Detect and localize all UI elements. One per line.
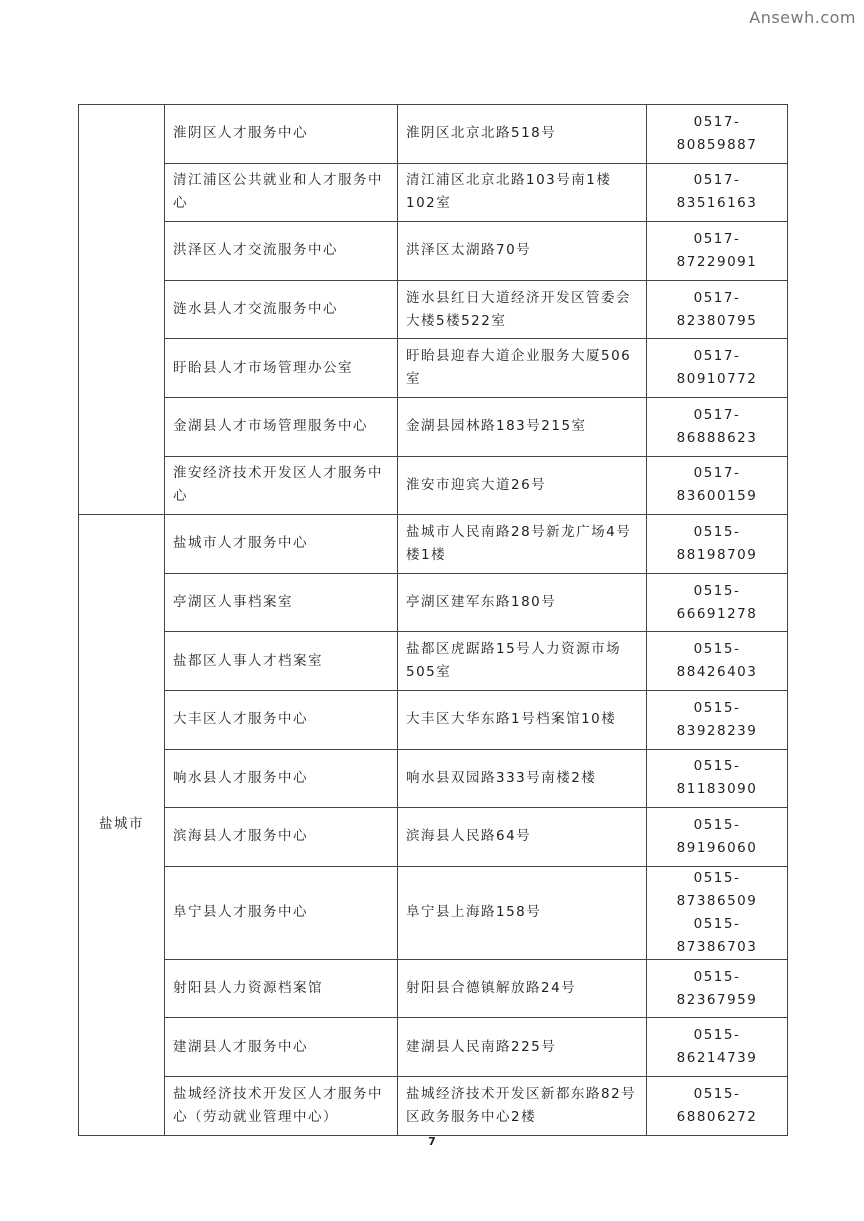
organization-cell: 盱眙县人才市场管理办公室 [165, 339, 398, 398]
organization-cell: 淮阴区人才服务中心 [165, 105, 398, 164]
region-cell: 盐城市 [79, 515, 165, 1135]
phone-cell [647, 690, 788, 749]
phone-number: 0515-81183090 [676, 758, 758, 798]
address-cell: 大丰区大华东路1号档案馆10楼 [398, 690, 647, 749]
table-row [79, 749, 788, 808]
address-cell: 盐城经济技术开发区新都东路82号区政务服务中心2楼 [398, 1076, 647, 1135]
phone-number: 0517-80859887 [676, 113, 758, 153]
phone-cell [647, 163, 788, 222]
phone-number: 0515-87386703 [676, 915, 758, 955]
organization-cell: 亭湖区人事档案室 [165, 573, 398, 632]
phone-cell [647, 632, 788, 691]
organization-cell: 盐城市人才服务中心 [165, 515, 398, 574]
organization-cell: 大丰区人才服务中心 [165, 690, 398, 749]
table-row [79, 573, 788, 632]
phone-cell [647, 1018, 788, 1077]
table-row [79, 222, 788, 281]
address-cell: 盐都区虎踞路15号人力资源市场505室 [398, 632, 647, 691]
phone-cell [647, 222, 788, 281]
organization-cell: 建湖县人才服务中心 [165, 1018, 398, 1077]
table-row [79, 105, 788, 164]
organization-cell: 金湖县人才市场管理服务中心 [165, 397, 398, 456]
phone-number: 0515-88426403 [676, 641, 758, 681]
address-cell: 清江浦区北京北路103号南1楼102室 [398, 163, 647, 222]
address-cell: 金湖县园林路183号215室 [398, 397, 647, 456]
phone-cell [647, 280, 788, 339]
address-cell: 涟水县红日大道经济开发区管委会大楼5楼522室 [398, 280, 647, 339]
phone-cell [647, 515, 788, 574]
table-row [79, 163, 788, 222]
address-cell: 亭湖区建军东路180号 [398, 573, 647, 632]
organization-cell: 清江浦区公共就业和人才服务中心 [165, 163, 398, 222]
phone-number: 0515-89196060 [676, 816, 758, 856]
phone-cell [647, 749, 788, 808]
phone-number: 0517-80910772 [676, 348, 758, 388]
organization-cell: 盐城经济技术开发区人才服务中心（劳动就业管理中心） [165, 1076, 398, 1135]
table-row [79, 339, 788, 398]
phone-number: 0515-87386509 [676, 869, 758, 909]
address-cell: 滨海县人民路64号 [398, 808, 647, 867]
table-row [79, 690, 788, 749]
organization-cell: 射阳县人力资源档案馆 [165, 959, 398, 1018]
phone-number: 0515-68806272 [676, 1085, 758, 1125]
table-row [79, 808, 788, 867]
table-body [79, 105, 788, 1136]
organization-cell: 涟水县人才交流服务中心 [165, 280, 398, 339]
phone-cell [647, 105, 788, 164]
address-cell: 射阳县合德镇解放路24号 [398, 959, 647, 1018]
address-cell: 洪泽区太湖路70号 [398, 222, 647, 281]
table-row [79, 632, 788, 691]
phone-number: 0517-87229091 [676, 230, 758, 270]
organization-cell: 滨海县人才服务中心 [165, 808, 398, 867]
phone-number: 0517-83516163 [676, 172, 758, 212]
organization-cell: 盐都区人事人才档案室 [165, 632, 398, 691]
phone-cell [647, 1076, 788, 1135]
phone-number: 0517-83600159 [676, 465, 758, 505]
phone-number: 0515-66691278 [676, 582, 758, 622]
phone-cell [647, 339, 788, 398]
address-cell: 淮阴区北京北路518号 [398, 105, 647, 164]
phone-number: 0515-82367959 [676, 968, 758, 1008]
phone-number: 0517-82380795 [676, 289, 758, 329]
organization-cell: 阜宁县人才服务中心 [165, 866, 398, 959]
address-cell: 阜宁县上海路158号 [398, 866, 647, 959]
phone-cell [647, 808, 788, 867]
table-row [79, 866, 788, 959]
phone-number: 0515-83928239 [676, 699, 758, 739]
phone-cell [647, 573, 788, 632]
region-cell [79, 105, 165, 515]
organization-cell: 洪泽区人才交流服务中心 [165, 222, 398, 281]
address-cell: 响水县双园路333号南楼2楼 [398, 749, 647, 808]
phone-number: 0517-86888623 [676, 406, 758, 446]
table-row [79, 456, 788, 515]
page-number: 7 [428, 1135, 436, 1148]
table-row [79, 280, 788, 339]
organization-cell: 响水县人才服务中心 [165, 749, 398, 808]
table-row [79, 515, 788, 574]
phone-cell [647, 959, 788, 1018]
organization-cell: 淮安经济技术开发区人才服务中心 [165, 456, 398, 515]
table-row [79, 397, 788, 456]
address-cell: 建湖县人民南路225号 [398, 1018, 647, 1077]
phone-number: 0515-88198709 [676, 523, 758, 563]
phone-cell [647, 397, 788, 456]
watermark: Ansewh.com [749, 8, 856, 27]
address-cell: 盐城市人民南路28号新龙广场4号楼1楼 [398, 515, 647, 574]
table-row [79, 1018, 788, 1077]
phone-number: 0515-86214739 [676, 1027, 758, 1067]
talent-service-directory-table [78, 104, 788, 1136]
address-cell: 淮安市迎宾大道26号 [398, 456, 647, 515]
phone-cell [647, 456, 788, 515]
table-row [79, 1076, 788, 1135]
table-row [79, 959, 788, 1018]
phone-cell [647, 866, 788, 959]
address-cell: 盱眙县迎春大道企业服务大厦506室 [398, 339, 647, 398]
